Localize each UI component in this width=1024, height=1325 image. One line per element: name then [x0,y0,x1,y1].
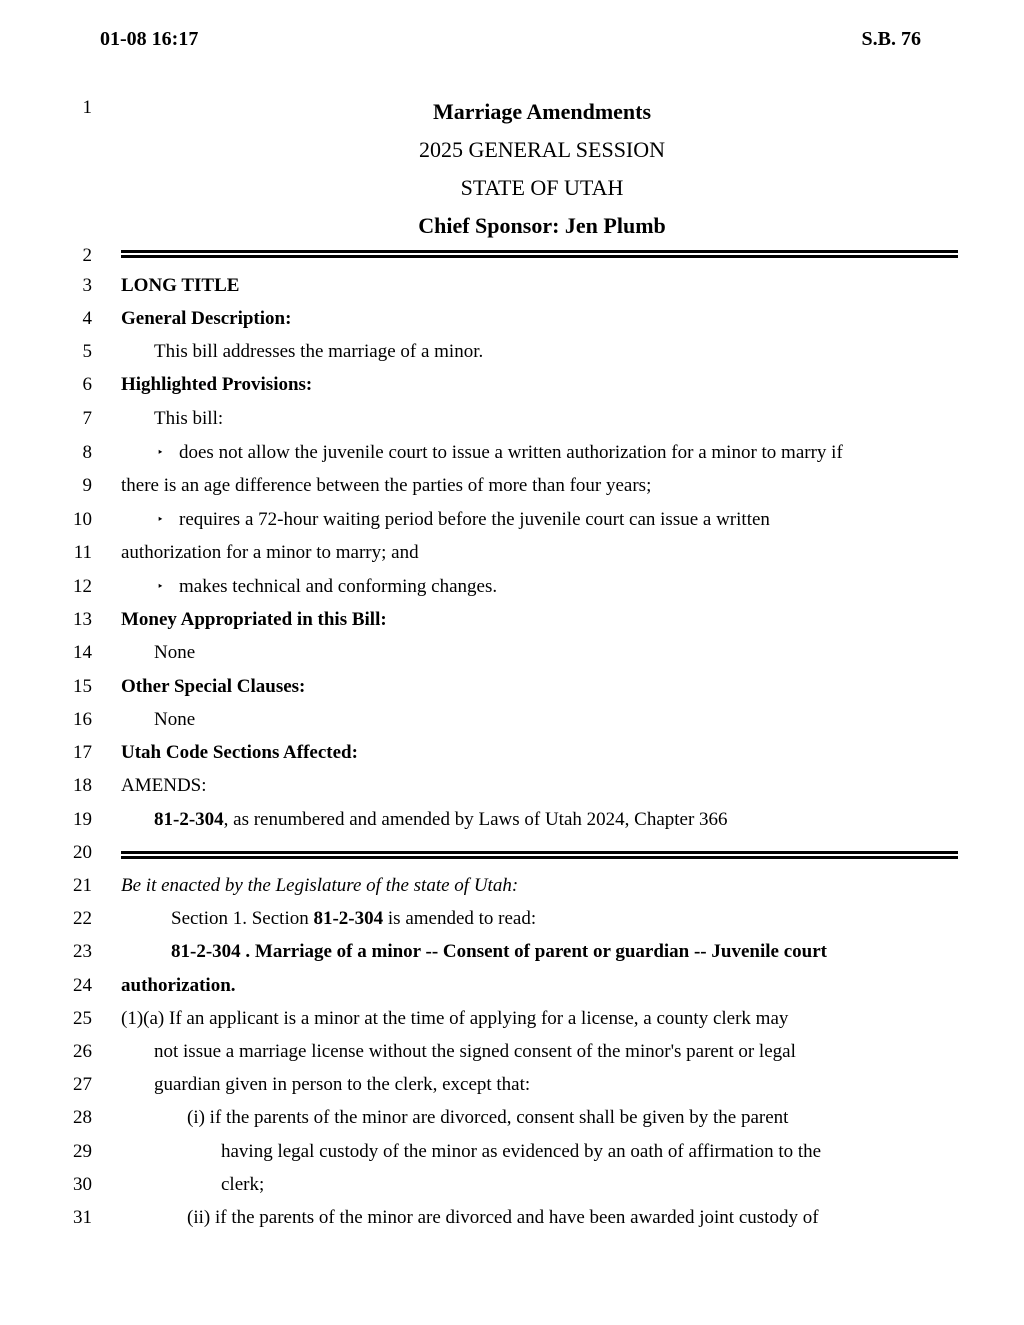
money-appropriated-value: None [154,642,196,663]
line-number: 20 [73,842,92,863]
amends-label: AMENDS: [121,775,207,796]
line-number: 19 [73,809,92,830]
section-intro-suffix: is amended to read: [383,908,537,929]
subparagraph-i-line-3: clerk; [221,1174,265,1195]
line-number: 13 [73,609,92,630]
line-number: 10 [73,509,92,530]
session-label: 2025 GENERAL SESSION [418,137,666,162]
money-appropriated-heading: Money Appropriated in this Bill: [121,609,387,630]
paragraph-1a-line-3: guardian given in person to the clerk, except that: [154,1074,531,1095]
chief-sponsor: Chief Sponsor: Jen Plumb [418,213,666,238]
line-number: 27 [73,1074,92,1095]
line-number: 17 [73,742,92,763]
section-heading-line-b: authorization. [121,975,236,996]
subparagraph-ii-line-1: (ii) if the parents of the minor are divorced and have been awarded joint custody of [187,1207,819,1228]
line-number: 12 [73,576,92,597]
amended-section-text: , as renumbered and amended by Laws of Utah 2024, Chapter 366 [223,809,728,830]
bullet-icon: ‣ [157,514,164,526]
provision-2-line-a: requires a 72-hour waiting period before the juvenile court can issue a written [179,509,770,530]
line-number: 23 [73,941,92,962]
line-number: 15 [73,676,92,697]
line-number: 7 [82,408,92,429]
bullet-icon: ‣ [157,447,164,459]
general-description-text: This bill addresses the marriage of a minor. [154,341,484,362]
code-sections-heading: Utah Code Sections Affected: [121,742,358,763]
highlighted-provisions-heading: Highlighted Provisions: [121,374,313,395]
header-bill-number: S.B. 76 [861,28,921,50]
special-clauses-heading: Other Special Clauses: [121,676,306,697]
line-number: 25 [73,1008,92,1029]
amended-section-entry [154,809,728,831]
line-number: 11 [73,542,92,563]
line-number: 30 [73,1174,92,1195]
double-rule-bottom [121,851,958,859]
enacting-clause: Be it enacted by the Legislature of the state of Utah: [121,875,519,896]
bullet-icon: ‣ [157,581,164,593]
section-intro-number: 81-2-304 [313,908,384,929]
line-number: 16 [73,709,92,730]
line-number: 14 [73,642,92,663]
provision-1-line-b: there is an age difference between the parties of more than four years; [121,475,652,496]
line-number: 6 [82,374,92,395]
section-intro-prefix: Section 1. Section [171,908,314,929]
subparagraph-i-line-1: (i) if the parents of the minor are divorced, consent shall be given by the parent [187,1107,789,1128]
line-number: 9 [82,475,92,496]
section-heading-line-a: 81-2-304 . Marriage of a minor -- Consent of parent or guardian -- Juvenile court [171,941,827,962]
provision-2-line-b: authorization for a minor to marry; and [121,542,419,563]
provision-1-line-a: does not allow the juvenile court to issue a written authorization for a minor to marry if [179,442,843,463]
provision-3: makes technical and conforming changes. [179,576,498,597]
line-number: 4 [82,308,92,329]
line-number: 18 [73,775,92,796]
line-number: 21 [73,875,92,896]
this-bill-text: This bill: [154,408,224,429]
line-number: 3 [82,275,92,296]
line-number: 24 [73,975,92,996]
long-title-heading: LONG TITLE [121,275,240,296]
line-number: 26 [73,1041,92,1062]
state-label: STATE OF UTAH [460,175,624,200]
line-number: 29 [73,1141,92,1162]
subparagraph-i-line-2: having legal custody of the minor as evidenced by an oath of affirmation to the [221,1141,822,1162]
line-number: 28 [73,1107,92,1128]
line-number: 31 [73,1207,92,1228]
special-clauses-value: None [154,709,196,730]
line-number: 2 [82,245,92,266]
line-number: 22 [73,908,92,929]
line-number: 5 [82,341,92,362]
paragraph-1a-line-2: not issue a marriage license without the signed consent of the minor's parent or legal [154,1041,796,1062]
bill-title: Marriage Amendments [432,99,652,124]
general-description-heading: General Description: [121,308,292,329]
line-number: 1 [82,97,92,118]
paragraph-1a-line-1: (1)(a) If an applicant is a minor at the time of applying for a license, a county clerk may [121,1008,789,1029]
double-rule-top [121,250,958,258]
section-intro [171,908,536,930]
line-number: 8 [82,442,92,463]
amended-section-number: 81-2-304 [154,809,224,830]
header-timestamp: 01-08 16:17 [100,28,199,50]
